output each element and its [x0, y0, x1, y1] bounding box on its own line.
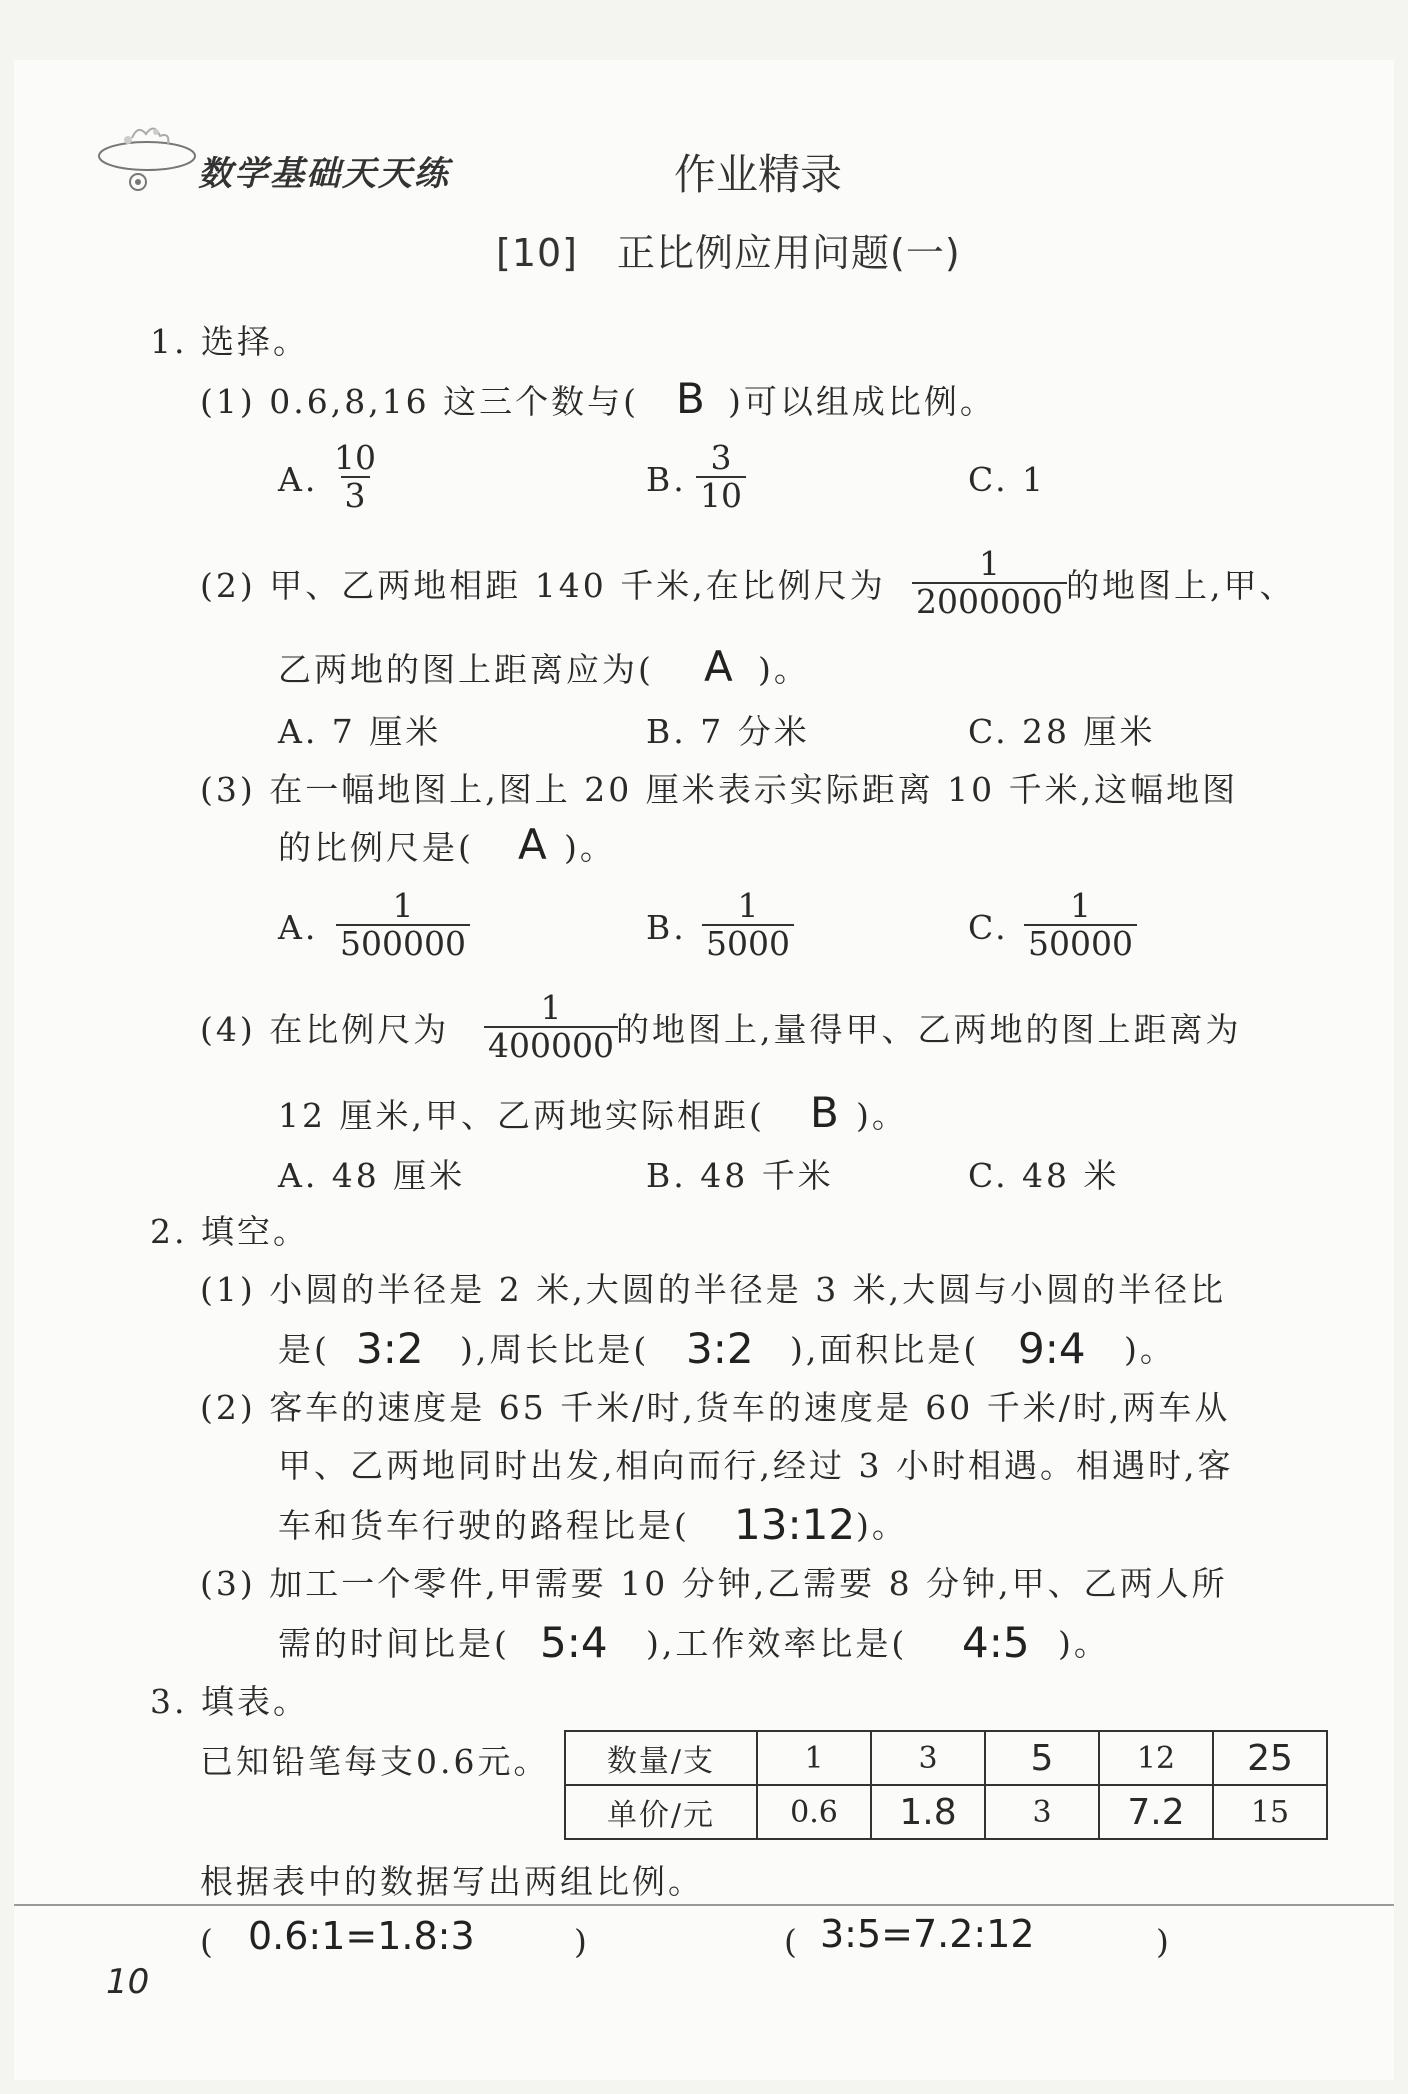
- q1-p3-answer: A: [518, 820, 547, 869]
- q1-p2-line2-b: )。: [758, 650, 810, 689]
- table-cell: 1: [757, 1731, 871, 1785]
- q2-p2-line3-b: )。: [856, 1506, 908, 1545]
- q2-p1-line2-b: ),周长比是(: [460, 1330, 650, 1369]
- q2-p1-line1: (1) 小圆的半径是 2 米,大圆的半径是 3 米,大圆与小圆的半径比: [200, 1270, 1227, 1309]
- fraction-numerator: 3: [710, 438, 732, 477]
- q2-p1-line2-a: 是(: [278, 1330, 330, 1369]
- q1-p3-line1: (3) 在一幅地图上,图上 20 厘米表示实际距离 10 千米,这幅地图: [200, 770, 1239, 809]
- q2-heading: 2. 填空。: [150, 1212, 309, 1251]
- table-row-price: [565, 1785, 1327, 1839]
- table-header-price: 单价/元: [565, 1785, 757, 1839]
- q1-p3-optA-label: A.: [278, 908, 319, 947]
- fraction-numerator: 1: [978, 544, 1000, 583]
- q1-p1-optA-label: A.: [278, 460, 319, 499]
- q3-heading: 3. 填表。: [150, 1682, 309, 1721]
- q2-p1-line2-c: ),面积比是(: [790, 1330, 980, 1369]
- q1-p3-optB-label: B.: [646, 908, 687, 947]
- table-cell-handwritten: 7.2: [1099, 1785, 1213, 1839]
- q1-p4-line1-a: (4) 在比例尺为: [200, 1010, 450, 1049]
- q1-p1-optA-fraction: [330, 440, 380, 514]
- q1-heading: 1. 选择。: [150, 322, 309, 361]
- q1-p2-optC: C. 28 厘米: [968, 712, 1156, 751]
- q1-p4-line2-a: 12 厘米,甲、乙两地实际相距(: [278, 1096, 765, 1135]
- fraction-denominator: 3: [341, 476, 370, 514]
- q2-p2-line3-a: 车和货车行驶的路程比是(: [278, 1506, 690, 1545]
- q2-p1-line2-d: )。: [1124, 1330, 1176, 1369]
- q2-p1-answer-perimeter: 3:2: [686, 1324, 754, 1373]
- fraction-denominator: 50000: [1024, 924, 1137, 962]
- q1-p3-line2-b: )。: [564, 828, 616, 867]
- q1-p1-optC: C. 1: [968, 460, 1047, 499]
- table-cell-handwritten: 5: [985, 1731, 1099, 1785]
- fraction-denominator: 10: [696, 476, 746, 514]
- q3-proportion2-answer: 3:5=7.2:12: [820, 1912, 1035, 1956]
- page-title: [10] 正比例应用问题(一): [496, 231, 961, 275]
- q1-p4-optB: B. 48 千米: [646, 1156, 834, 1195]
- q1-p4-line2-b: )。: [856, 1096, 908, 1135]
- fraction-denominator: 500000: [336, 924, 470, 962]
- q1-p1-text-b: )可以组成比例。: [728, 382, 996, 421]
- table-row-quantity: [565, 1731, 1327, 1785]
- q1-p2-line2-a: 乙两地的图上距离应为(: [278, 650, 654, 689]
- fraction-denominator: 400000: [484, 1026, 618, 1064]
- q1-p3-optB-fraction: [702, 888, 794, 962]
- q2-p3-answer-efficiency: 4:5: [962, 1618, 1030, 1667]
- q1-p3-optC-label: C.: [968, 908, 1009, 947]
- page-number: 10: [106, 1962, 150, 2002]
- brand-title: 数学基础天天练: [198, 154, 450, 194]
- q1-p2-line1-b: 的地图上,甲、: [1066, 566, 1296, 605]
- brand-logo-icon: [92, 98, 202, 198]
- q1-p3-line2-a: 的比例尺是(: [278, 828, 474, 867]
- q1-p2-optB: B. 7 分米: [646, 712, 810, 751]
- table-cell-handwritten: 1.8: [871, 1785, 985, 1839]
- table-cell: 0.6: [757, 1785, 871, 1839]
- q2-p2-answer: 13:12: [734, 1500, 856, 1549]
- fraction-numerator: 1: [1069, 886, 1091, 925]
- q2-p3-line2-c: )。: [1058, 1624, 1110, 1663]
- q2-p3-answer-time: 5:4: [540, 1618, 608, 1667]
- q3-proportion2-close: ): [1156, 1922, 1172, 1961]
- q1-p3-optA-fraction: [336, 888, 470, 962]
- q2-p3-line1: (3) 加工一个零件,甲需要 10 分钟,乙需要 8 分钟,甲、乙两人所: [200, 1564, 1228, 1603]
- q1-p2-answer: A: [704, 642, 733, 691]
- table-cell: 3: [985, 1785, 1099, 1839]
- q1-p1-optB-fraction: [696, 440, 746, 514]
- q2-p2-line2: 甲、乙两地同时出发,相向而行,经过 3 小时相遇。相遇时,客: [278, 1446, 1234, 1485]
- table-cell: 3: [871, 1731, 985, 1785]
- footer-divider: [14, 1904, 1394, 1906]
- q2-p1-answer-area: 9:4: [1018, 1324, 1086, 1373]
- q3-proportion1-open: (: [200, 1922, 216, 1961]
- q3-proportion2-open: (: [784, 1922, 800, 1961]
- q1-p2-scale-fraction: [912, 546, 1067, 620]
- pencil-price-table: [564, 1730, 1328, 1840]
- q3-instruction: 根据表中的数据写出两组比例。: [200, 1862, 704, 1901]
- q2-p2-line1: (2) 客车的速度是 65 千米/时,货车的速度是 60 千米/时,两车从: [200, 1388, 1231, 1427]
- section-label: 作业精录: [674, 150, 843, 199]
- q2-p3-line2-b: ),工作效率比是(: [646, 1624, 908, 1663]
- q2-p1-answer-radius: 3:2: [356, 1324, 424, 1373]
- q1-p1-text-a: (1) 0.6,8,16 这三个数与(: [200, 382, 640, 421]
- q3-given-text: 已知铅笔每支0.6元。: [200, 1742, 550, 1781]
- q1-p2-line1-a: (2) 甲、乙两地相距 140 千米,在比例尺为: [200, 566, 886, 605]
- fraction-numerator: 10: [334, 438, 376, 477]
- q1-p1-answer: B: [676, 374, 705, 423]
- q3-proportion1-close: ): [574, 1922, 590, 1961]
- q2-p3-line2-a: 需的时间比是(: [278, 1624, 510, 1663]
- q1-p3-optC-fraction: [1024, 888, 1137, 962]
- table-header-quantity: 数量/支: [565, 1731, 757, 1785]
- table-cell: 12: [1099, 1731, 1213, 1785]
- table-cell: 15: [1213, 1785, 1327, 1839]
- q1-p4-line1-b: 的地图上,量得甲、乙两地的图上距离为: [616, 1010, 1242, 1049]
- q1-p1-optB-label: B.: [646, 460, 687, 499]
- q3-proportion1-answer: 0.6:1=1.8:3: [248, 1914, 475, 1958]
- q1-p4-optC: C. 48 米: [968, 1156, 1120, 1195]
- fraction-numerator: 1: [737, 886, 759, 925]
- fraction-numerator: 1: [392, 886, 414, 925]
- q1-p2-optA: A. 7 厘米: [278, 712, 442, 751]
- table-cell-handwritten: 25: [1213, 1731, 1327, 1785]
- q1-p4-optA: A. 48 厘米: [278, 1156, 466, 1195]
- fraction-denominator: 5000: [702, 924, 794, 962]
- q1-p4-answer: B: [810, 1088, 839, 1137]
- fraction-denominator: 2000000: [912, 582, 1067, 620]
- fraction-numerator: 1: [540, 988, 562, 1027]
- q1-p4-scale-fraction: [484, 990, 618, 1064]
